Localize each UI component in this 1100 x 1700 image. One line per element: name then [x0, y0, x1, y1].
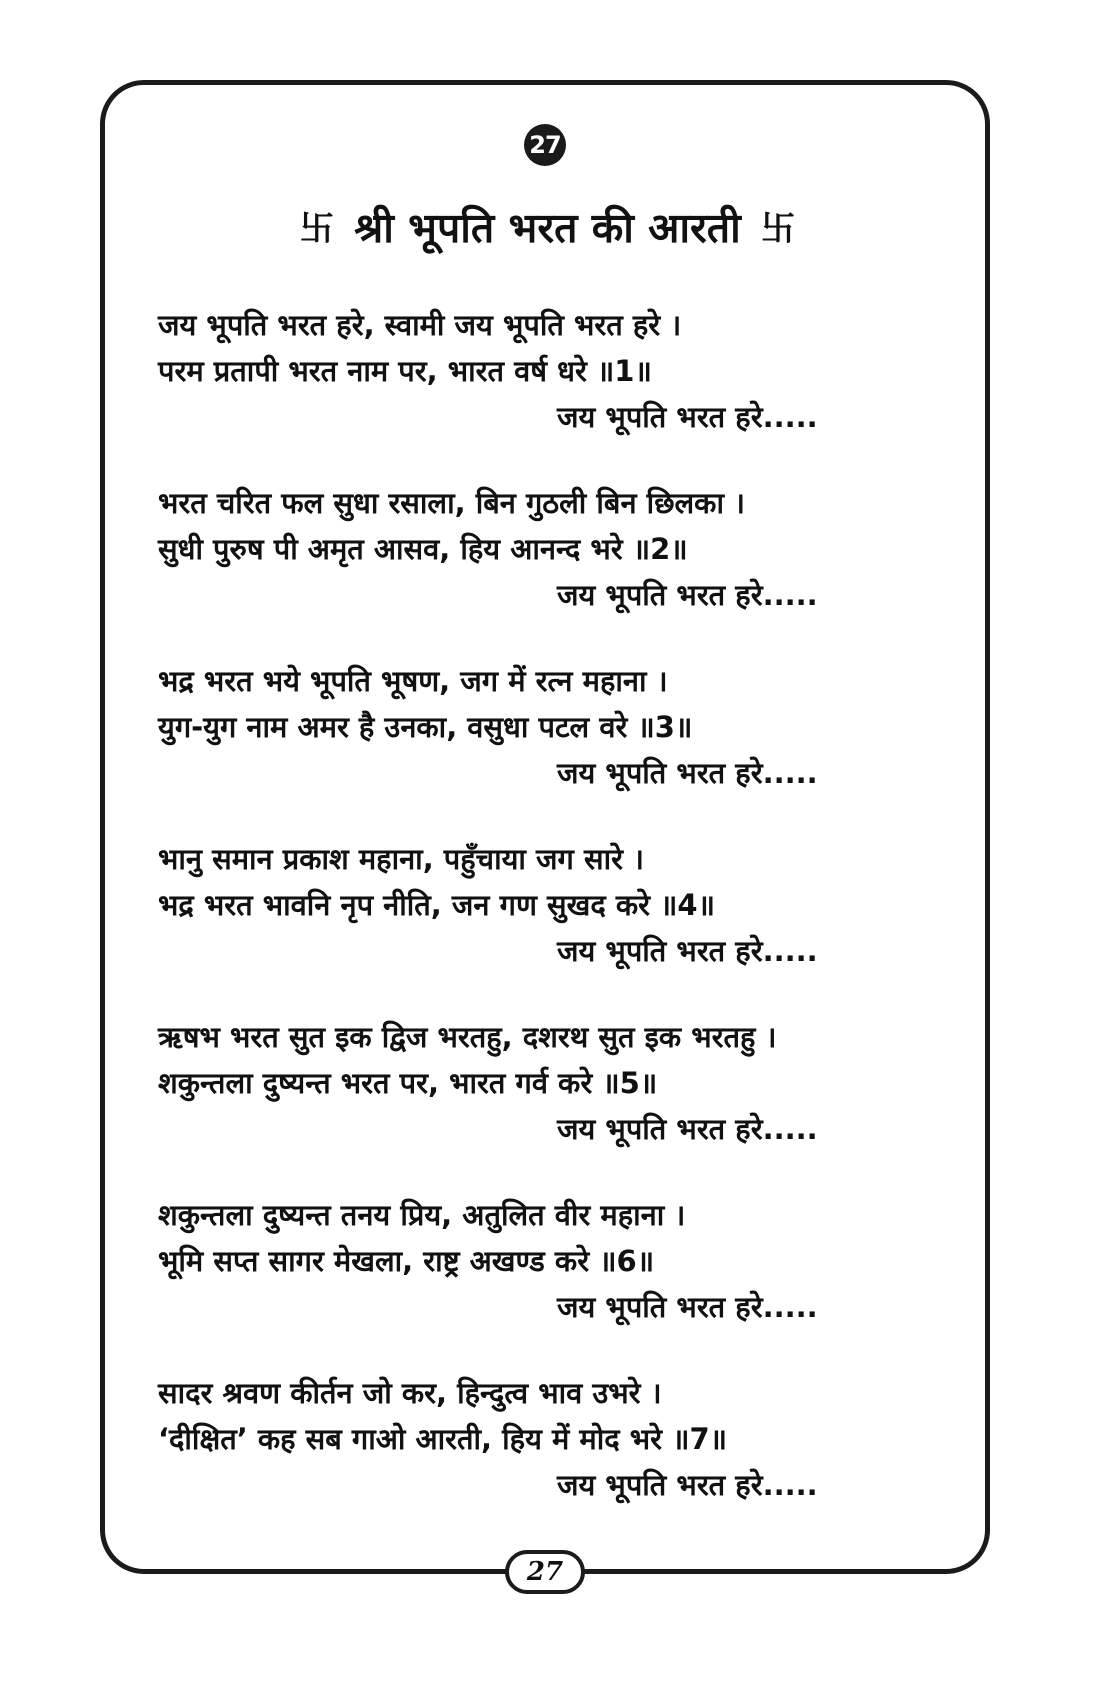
stanza-refrain: जय भूपति भरत हरे.....: [557, 578, 818, 612]
stanza-refrain: जय भूपति भरत हरे.....: [557, 1112, 818, 1146]
stanza-line: ऋषभ भरत सुत इक द्विज भरतहु, दशरथ सुत इक भरतहु ।: [158, 1020, 777, 1054]
stanza-4: [158, 836, 958, 1014]
stanza-line: भानु समान प्रकाश महाना, पहुँचाया जग सारे ।: [158, 842, 645, 876]
stanza-line: शकुन्तला दुष्यन्त तनय प्रिय, अतुलित वीर महाना ।: [158, 1198, 686, 1232]
verse-block: [158, 302, 958, 1548]
stanza-line: सादर श्रवण कीर्तन जो कर, हिन्दुत्व भाव उभरे ।: [158, 1376, 662, 1410]
stanza-line: परम प्रतापी भरत नाम पर, भारत वर्ष धरे ॥1॥: [158, 354, 652, 388]
stanza-refrain: जय भूपति भरत हरे.....: [557, 400, 818, 434]
stanza-line: युग-युग नाम अमर है उनका, वसुधा पटल वरे ॥3॥: [158, 710, 693, 744]
stanza-refrain: जय भूपति भरत हरे.....: [557, 934, 818, 968]
stanza-line: भूमि सप्त सागर मेखला, राष्ट्र अखण्ड करे ॥6॥: [158, 1244, 655, 1278]
stanza-line: भद्र भरत भावनि नृप नीति, जन गण सुखद करे ॥4॥: [158, 888, 715, 922]
stanza-line: जय भूपति भरत हरे, स्वामी जय भूपति भरत हरे ।: [158, 308, 682, 342]
stanza-line: शकुन्तला दुष्यन्त भरत पर, भारत गर्व करे ॥5॥: [158, 1066, 658, 1100]
aarti-title: [100, 198, 995, 261]
title-text: श्री भूपति भरत की आरती: [354, 204, 741, 252]
stanza-line: भरत चरित फल सुधा रसाला, बिन गुठली बिन छिलका ।: [158, 486, 746, 520]
stanza-line: भद्र भरत भये भूपति भूषण, जग में रत्न महाना ।: [158, 664, 668, 698]
left-swastika-icon: 卐: [299, 209, 334, 249]
stanza-2: [158, 480, 958, 658]
page-number: 27: [505, 1550, 585, 1594]
stanza-refrain: जय भूपति भरत हरे.....: [557, 1468, 818, 1502]
right-swastika-icon: 卐: [761, 209, 796, 249]
stanza-7: [158, 1370, 958, 1548]
stanza-line: सुधी पुरुष पी अमृत आसव, हिय आनन्द भरे ॥2॥: [158, 532, 688, 566]
stanza-refrain: जय भूपति भरत हरे.....: [557, 756, 818, 790]
stanza-3: [158, 658, 958, 836]
stanza-line: ‘दीक्षित’ कह सब गाओ आरती, हिय में मोद भरे ॥7॥: [158, 1422, 728, 1456]
stanza-1: [158, 302, 958, 480]
stanza-refrain: जय भूपति भरत हरे.....: [557, 1290, 818, 1324]
stanza-5: [158, 1014, 958, 1192]
stanza-6: [158, 1192, 958, 1370]
aarti-number-badge: 27: [524, 124, 566, 166]
